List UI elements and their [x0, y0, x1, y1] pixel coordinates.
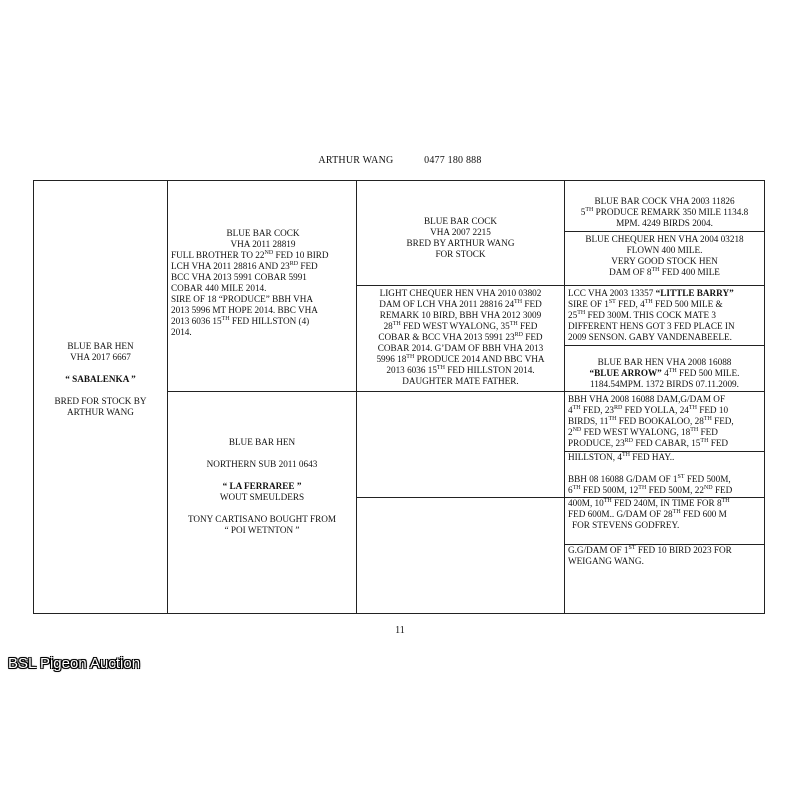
dam-name: “ LA FERRAREE ”	[222, 481, 302, 491]
sire-dam-cell: LIGHT CHEQUER HEN VHA 2010 03802 DAM OF LCH VHA 2011 28816 24TH FED REMARK 10 BIRD, BBH VHA 2012 3009 28TH FED WEST WYALONG, 35TH FED COBAR & BCC VHA 2013 5991 23RD FED COBAR 2014. G’DAM OF BBH VHA 2013 5996 18TH PRODUCE 2014 AND BBC VHA 2013 6036 15TH FED HILLSTON 2014. DAUGHTER MATE FATHER.	[376, 288, 545, 386]
sire-line1: BLUE BAR COCK	[226, 228, 300, 238]
owner-name: ARTHUR WANG	[318, 155, 394, 166]
dds-cell: 400M, 10TH FED 240M, IN TIME FOR 8TH FED 600M.. G/DAM OF 28TH FED 600 M FOR STEVENS GODFREY.	[568, 497, 730, 530]
subject-ring: VHA 2017 6667	[70, 352, 131, 362]
pedigree-table	[33, 180, 765, 614]
dam-cell	[168, 437, 356, 536]
subject-name: “ SABALENKA ”	[65, 374, 136, 384]
dsd-cell: HILLSTON, 4TH FED HAY.. BBH 08 16088 G/DAM OF 1ST FED 500M, 6TH FED 500M, 12TH FED 500M, 22ND FED	[568, 451, 733, 495]
dam-line1: BLUE BAR HEN	[228, 437, 296, 447]
sire-cell: BLUE BAR COCK VHA 2011 28819 FULL BROTHER TO 22ND FED 10 BIRD LCH VHA 2011 28816 AND 23RD FED BCC VHA 2013 5991 COBAR 5991 COBAR 440 MILE 2014. SIRE OF 18 “PRODUCE” BBH VHA 2013 5996 MT HOPE 2014. BBC VHA 2013 6036 15TH FED HILLSTON (4) 2014.	[171, 228, 355, 338]
dss-cell: BBH VHA 2008 16088 DAM,G/DAM OF 4TH FED, 23RD FED YOLLA, 24TH FED 10 BIRDS, 11TH FED BOOKALOO, 28TH FED, 2ND FED WEST WYALONG, 18TH FED PRODUCE, 23RD FED CABAR, 15TH FED	[568, 394, 734, 448]
dam-line3: TONY CARTISANO BOUGHT FROM	[187, 514, 337, 524]
dam-line4: “ POI WETNTON ”	[224, 525, 300, 535]
sire-sire-cell: BLUE BAR COCK VHA 2007 2215 BRED BY ARTHUR WANG FOR STOCK	[406, 216, 515, 259]
watermark-logo: BSL Pigeon Auction	[8, 655, 141, 672]
dam-breeder: WOUT SMEULDERS	[219, 492, 305, 502]
subject-line3: BRED FOR STOCK BY	[54, 396, 147, 406]
sss-cell: BLUE BAR COCK VHA 2003 11826 5TH PRODUCE REMARK 350 MILE 1134.8 MPM. 4249 BIRDS 2004.	[580, 196, 749, 228]
ssd-cell: BLUE CHEQUER HEN VHA 2004 03218 FLOWN 400 MILE. VERY GOOD STOCK HEN DAM OF 8TH FED 400 MILE	[585, 234, 744, 277]
sire-ring: VHA 2011 28819	[230, 239, 296, 249]
page-number: 11	[395, 625, 405, 636]
subject-line1: BLUE BAR HEN	[67, 341, 134, 351]
subject-bird	[34, 341, 167, 418]
subject-line4: ARTHUR WANG	[67, 407, 134, 417]
owner-phone: 0477 180 888	[424, 155, 482, 166]
ddd-cell: G.G/DAM OF 1ST FED 10 BIRD 2023 FOR WEIGANG WANG.	[568, 544, 732, 566]
dam-ring: NORTHERN SUB 2011 0643	[206, 459, 318, 469]
sdd-cell: BLUE BAR HEN VHA 2008 16088 “BLUE ARROW” 4TH FED 500 MILE. 1184.54MPM. 1372 BIRDS 07.11.2009.	[589, 357, 740, 389]
sds-cell: LCC VHA 2003 13357 “LITTLE BARRY” SIRE OF 1ST FED, 4TH FED 500 MILE & 25TH FED 300M. THIS COCK MATE 3 DIFFERENT HENS GOT 3 FED PLACE IN 2009 SENSON. GABY VANDENABEELE.	[568, 288, 735, 342]
page-header	[0, 155, 800, 166]
